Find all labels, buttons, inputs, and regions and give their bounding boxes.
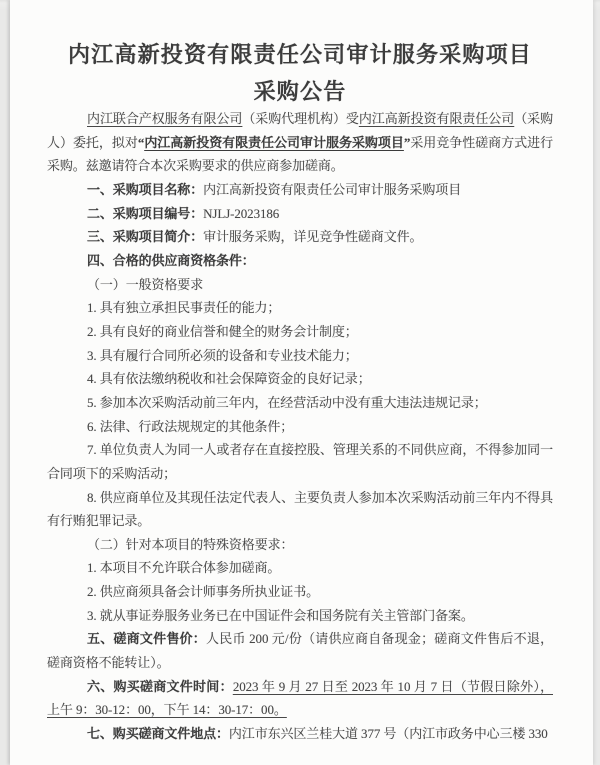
item-5-document-price xyxy=(47,627,553,674)
general-qualification-4 xyxy=(47,367,553,391)
text-run: （采购代理机构）受 xyxy=(242,111,359,126)
text-run: 审计服务采购，详见竞争性磋商文件。 xyxy=(203,229,423,245)
special-qualification-1 xyxy=(47,556,553,580)
text-run: 三、采购项目简介： xyxy=(87,229,204,245)
text-run: 内江高新投资有限责任公司审计服务采购项目 xyxy=(144,134,404,150)
general-qualification-3 xyxy=(47,344,553,368)
text-run: 七、购买磋商文件地点： xyxy=(87,726,229,742)
text-run: （二）针对本项目的特殊资格要求： xyxy=(87,536,294,552)
general-qualification-8 xyxy=(47,486,553,533)
general-qualification-6 xyxy=(47,415,553,439)
item-1-project-name xyxy=(47,178,553,202)
text-run: 五、磋商文件售价： xyxy=(87,631,206,647)
text-run: 4. 具有依法缴纳税收和社会保障资金的良好记录； xyxy=(87,371,371,387)
text-run: NJLJ-2023186 xyxy=(203,205,280,221)
item-4-supplier-qualifications-heading xyxy=(47,249,553,273)
text-run: 六、购买磋商文件时间： xyxy=(87,678,233,694)
general-qualifications-heading xyxy=(47,273,553,297)
text-run: 3. 就从事证券服务业务已在中国证件会和国务院有关主管部门备案。 xyxy=(87,607,474,623)
special-qualification-3 xyxy=(47,604,553,628)
text-run: ” xyxy=(403,134,411,150)
text-run: 二、采购项目编号： xyxy=(87,205,204,221)
document-title-line-2: 采购公告 xyxy=(253,79,347,104)
text-run: “ xyxy=(137,134,145,150)
document-body xyxy=(47,107,553,746)
text-run: 人民币 200 元/份（请供应商自备现金；磋商文件售后不退，磋商资格不能转让）。 xyxy=(47,631,553,671)
text-run: 2. 具有良好的商业信誉和健全的财务会计制度； xyxy=(87,323,358,339)
text-run: 一、采购项目名称： xyxy=(87,181,204,197)
text-run: 8. 供应商单位及其现任法定代表人、主要负责人参加本次采购活动前三年内不得具有行贿犯罪记录。 xyxy=(47,489,553,529)
item-2-project-number xyxy=(47,202,553,226)
text-run: （采购人）委托，拟对 xyxy=(47,111,553,150)
general-qualification-5 xyxy=(47,391,553,415)
text-run: 内江市东兴区兰桂大道 377 号（内江市政务中心三楼 330 xyxy=(228,726,548,742)
general-qualification-7 xyxy=(47,438,553,485)
item-6-document-purchase-time xyxy=(47,675,553,722)
general-qualification-2 xyxy=(47,320,553,344)
text-run: 2023 年 9 月 27 日至 2023 年 10 月 7 日（节假日除外），上午 9：30-12：00，下午 14：30-17：00。 xyxy=(47,678,553,718)
text-run: 3. 具有履行合同所必须的设备和专业技术能力； xyxy=(87,347,358,363)
text-run: 5. 参加本次采购活动前三年内，在经营活动中没有重大违法违规记录； xyxy=(87,394,487,410)
text-run: 6. 法律、行政法规规定的其他条件； xyxy=(87,418,294,434)
text-run: 采用竞争性磋商方式进行采购。兹邀请符合本次采购要求的供应商参加磋商。 xyxy=(47,134,553,174)
item-3-project-brief xyxy=(47,225,553,249)
general-qualification-1 xyxy=(47,296,553,320)
text-run: （一）一般资格要求 xyxy=(87,276,204,292)
text-run: 内江高新投资有限责任公司审计服务采购项目 xyxy=(203,181,462,197)
document-title-line-1: 内江高新投资有限责任公司审计服务采购项目 xyxy=(67,42,532,67)
document-title xyxy=(47,36,553,110)
text-run: 内江联合产权服务有限公司 xyxy=(87,111,243,126)
text-run: 2. 供应商须具备会计师事务所执业证书。 xyxy=(87,584,320,600)
document-page xyxy=(10,0,593,765)
text-run: 1. 具有独立承担民事责任的能力； xyxy=(87,300,281,316)
item-7-document-purchase-location xyxy=(47,722,553,746)
text-run: 1. 本项目不允许联合体参加磋商。 xyxy=(87,560,281,576)
text-run: 7. 单位负责人为同一人或者存在直接控股、管理关系的不同供应商，不得参加同一合同项下的采购活动； xyxy=(47,442,553,481)
intro-paragraph xyxy=(47,107,553,178)
special-qualification-2 xyxy=(47,580,553,604)
text-run: 四、合格的供应商资格条件： xyxy=(87,252,255,268)
text-run: 内江高新投资有限责任公司 xyxy=(358,111,515,126)
special-qualifications-heading xyxy=(47,533,553,557)
